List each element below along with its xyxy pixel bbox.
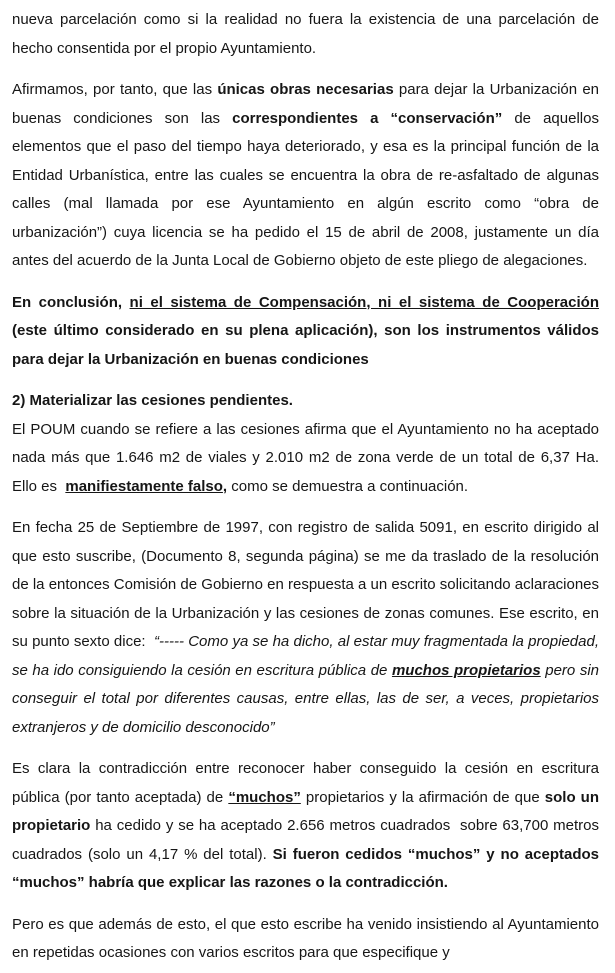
paragraph-registro-salida-5091 xyxy=(12,514,604,742)
text-run: correspondientes a “conservación” xyxy=(232,109,503,127)
text-run: “----- Como ya se ha dicho, al estar muy fragmentada la propiedad, se ha ido consiguiendo la cesión en escritura pública de xyxy=(12,633,604,679)
text-run: únicas obras necesarias xyxy=(217,81,394,98)
paragraph-contradiccion xyxy=(12,755,604,898)
paragraph-poum-cesiones xyxy=(12,416,604,502)
text-run: Pero es que además de esto, el que esto escribe ha venido insistiendo al Ayuntamiento en repetidas ocasiones con varios escritos para que especifique y xyxy=(12,915,604,961)
text-run: nueva parcelación como si la realidad no fuera la existencia de una parcelación de hecho consentida por el propio Ayuntamiento. xyxy=(12,11,604,57)
text-run: manifiestamente falso xyxy=(65,477,223,495)
text-run: ha cedido y se ha aceptado 2.656 metros cuadrados sobre 63,700 metros cuadrados (solo un 4,17 % del total). xyxy=(12,817,604,863)
paragraph-obras-necesarias xyxy=(12,76,604,276)
paragraph-insistiendo-ayuntamiento xyxy=(12,911,604,968)
text-run: Afirmamos, por tanto, que las xyxy=(12,81,218,98)
text-run: El POUM cuando se refiere a las cesiones afirma que el Ayuntamiento no ha aceptado nada más que 1.646 m2 de viales y 2.010 m2 de zona verde de un total de 6,37 Ha. Ello es xyxy=(12,420,604,495)
text-run: , xyxy=(222,477,228,495)
text-run: solo un propietario xyxy=(12,788,604,834)
paragraph-parcelacion-hecho xyxy=(12,6,604,63)
paragraph-conclusion xyxy=(12,289,604,375)
text-run: de aquellos elementos que el paso del tiempo haya deteriorado, y esa es la principal función de la Entidad Urbanística, entre las cuales se encuentra la obra de re-asfaltado de algunas calles (mal llamada por ese Ayuntamiento en algún escrito como “obra de urbanización”) cuya licencia se ha pedido el 15 de abril de 2008, justamente un día antes del acuerdo de la Junta Local de Gobierno objeto de este pliego de alegaciones. xyxy=(12,109,604,269)
text-run: 2) Materializar las cesiones pendientes. xyxy=(12,392,293,409)
text-run: propietarios y la afirmación de que xyxy=(300,788,545,806)
text-run: En conclusión, xyxy=(12,293,130,311)
text-run: En fecha 25 de Septiembre de 1997, con registro de salida 5091, en escrito dirigido al que esto suscribe, (Documento 8, segunda página) se me da traslado de la resolución de la entonces Comisión de Gobierno en respuesta a un escrito solicitando aclaraciones sobre la situación de la Urbanización y las cesiones de zonas comunes. Ese escrito, en su punto sexto dice: xyxy=(12,519,604,650)
text-run: ni el sistema de Compensación, ni el sistema de Cooperación xyxy=(129,293,599,311)
text-run: Si fueron cedidos “muchos” y no aceptados “muchos” habría que explicar las razones o la contradicción. xyxy=(12,845,604,891)
text-run: Es clara la contradicción entre reconocer haber conseguido la cesión en escritura pública (por tanto aceptada) de xyxy=(12,760,604,806)
text-run: (este último considerado en su plena aplicación), son los instrumentos válidos para dejar la Urbanización en buenas condiciones xyxy=(12,293,604,368)
text-run: para dejar la Urbanización en buenas condiciones son las xyxy=(12,81,604,127)
text-run: “muchos” xyxy=(228,788,301,806)
text-run: como se demuestra a continuación. xyxy=(227,477,469,495)
text-run: muchos propietarios xyxy=(391,661,541,679)
heading-materializar-cesiones xyxy=(12,387,599,416)
text-run: pero sin conseguir el total por diferentes causas, entre ellas, las de ser, a veces, propietarios extranjeros y de domicilio desconocido” xyxy=(12,661,604,736)
